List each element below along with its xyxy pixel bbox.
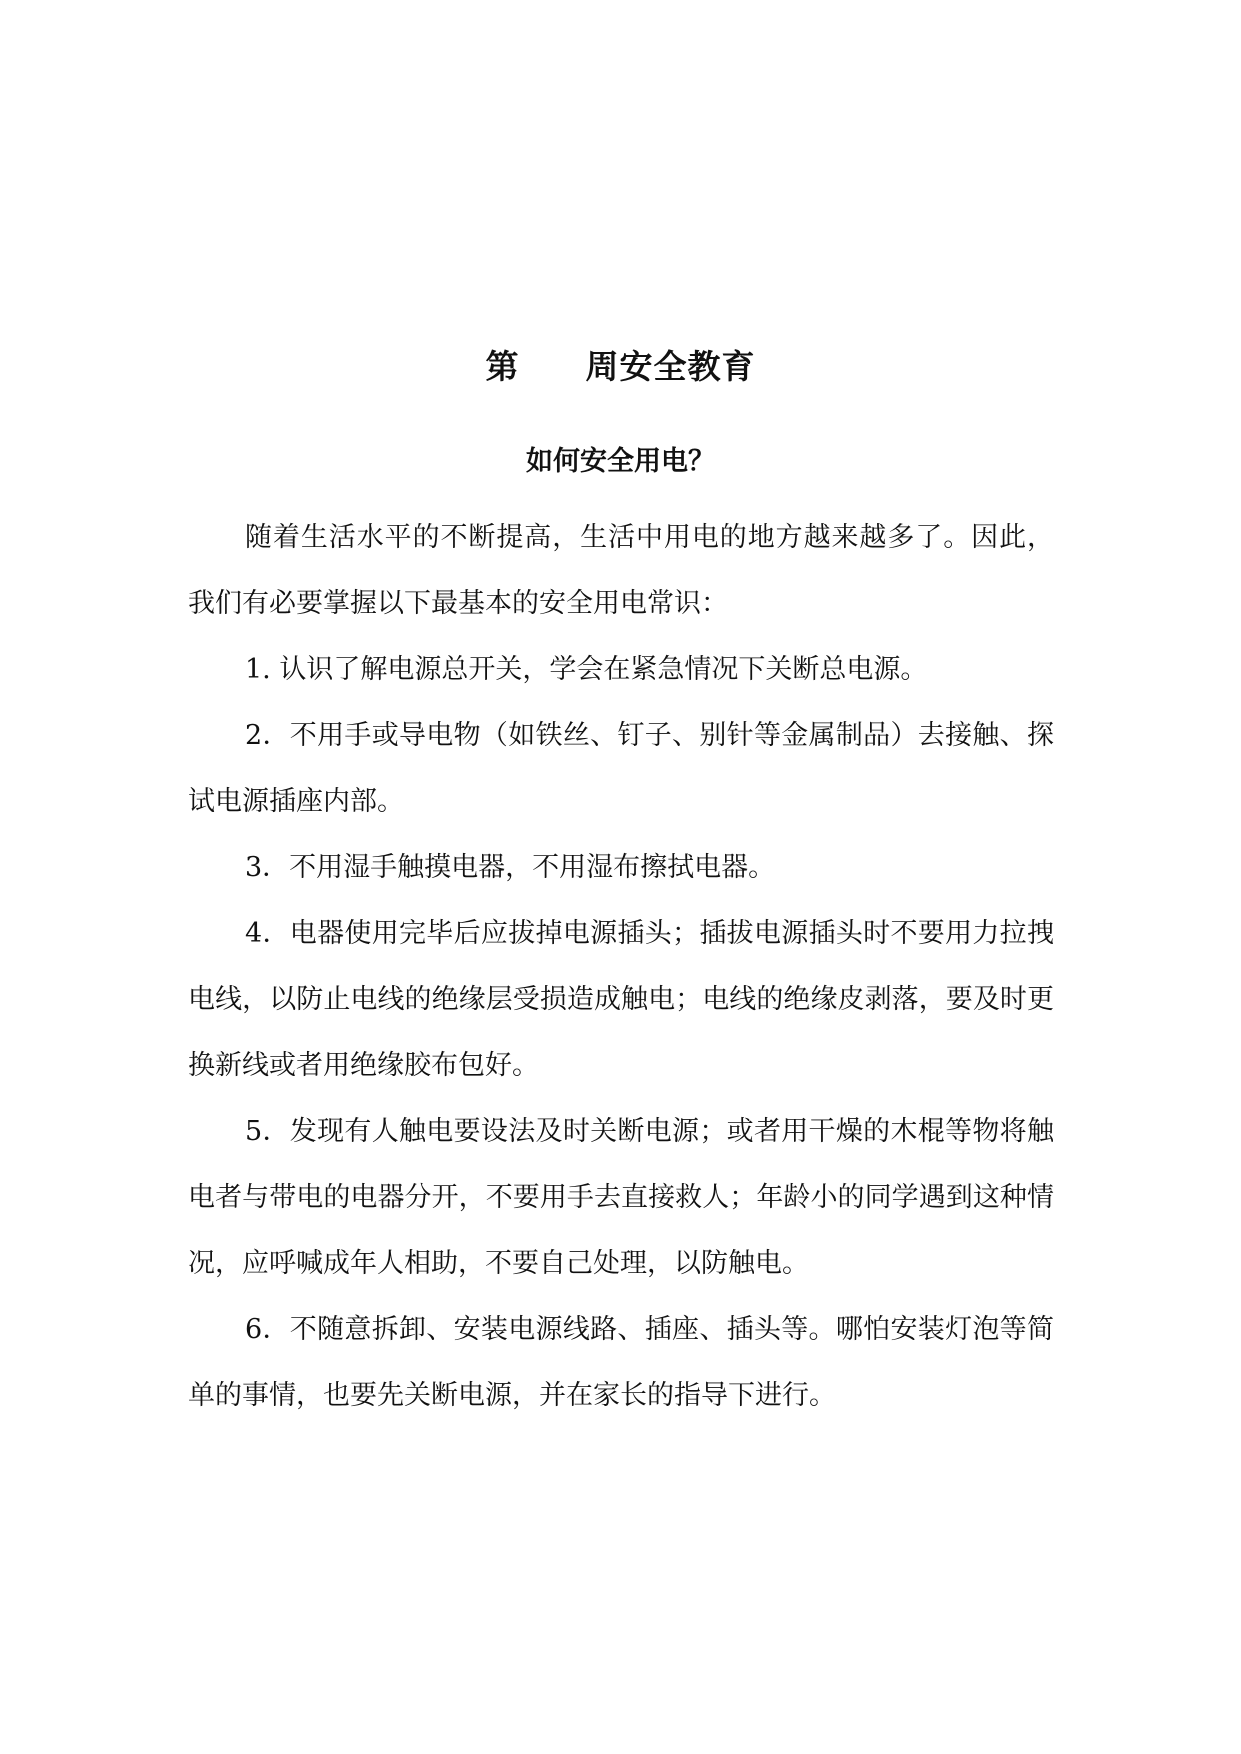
page-title bbox=[0, 345, 1241, 389]
rule-item-6: 6．不随意拆卸、安装电源线路、插座、插头等。哪怕安装灯泡等简单的事情，也要先关断电源，并在家长的指导下进行。 bbox=[188, 1314, 1054, 1411]
rule-item-4: 4．电器使用完毕后应拔掉电源插头；插拔电源插头时不要用力拉拽电线，以防止电线的绝缘层受损造成触电；电线的绝缘皮剥落，要及时更换新线或者用绝缘胶布包好。 bbox=[188, 918, 1054, 1081]
title-prefix: 第 bbox=[485, 347, 520, 386]
rule-item-3: 3．不用湿手触摸电器，不用湿布擦拭电器。 bbox=[245, 852, 776, 883]
rule-item-2: 2．不用手或导电物（如铁丝、钉子、别针等金属制品）去接触、探试电源插座内部。 bbox=[188, 720, 1054, 817]
document-body bbox=[188, 505, 1054, 1429]
rule-item-5: 5．发现有人触电要设法及时关断电源；或者用干燥的木棍等物将触电者与带电的电器分开，不要用手去直接救人；年龄小的同学遇到这种情况，应呼喊成年人相助，不要自己处理，以防触电。 bbox=[188, 1116, 1054, 1279]
title-suffix: 周安全教育 bbox=[585, 347, 756, 386]
rule-item-1: 1. 认识了解电源总开关，学会在紧急情况下关断总电源。 bbox=[245, 654, 928, 685]
section-subtitle: 如何安全用电？ bbox=[526, 446, 715, 477]
intro-paragraph: 随着生活水平的不断提高，生活中用电的地方越来越多了。因此，我们有必要掌握以下最基本的安全用电常识： bbox=[188, 522, 1054, 619]
